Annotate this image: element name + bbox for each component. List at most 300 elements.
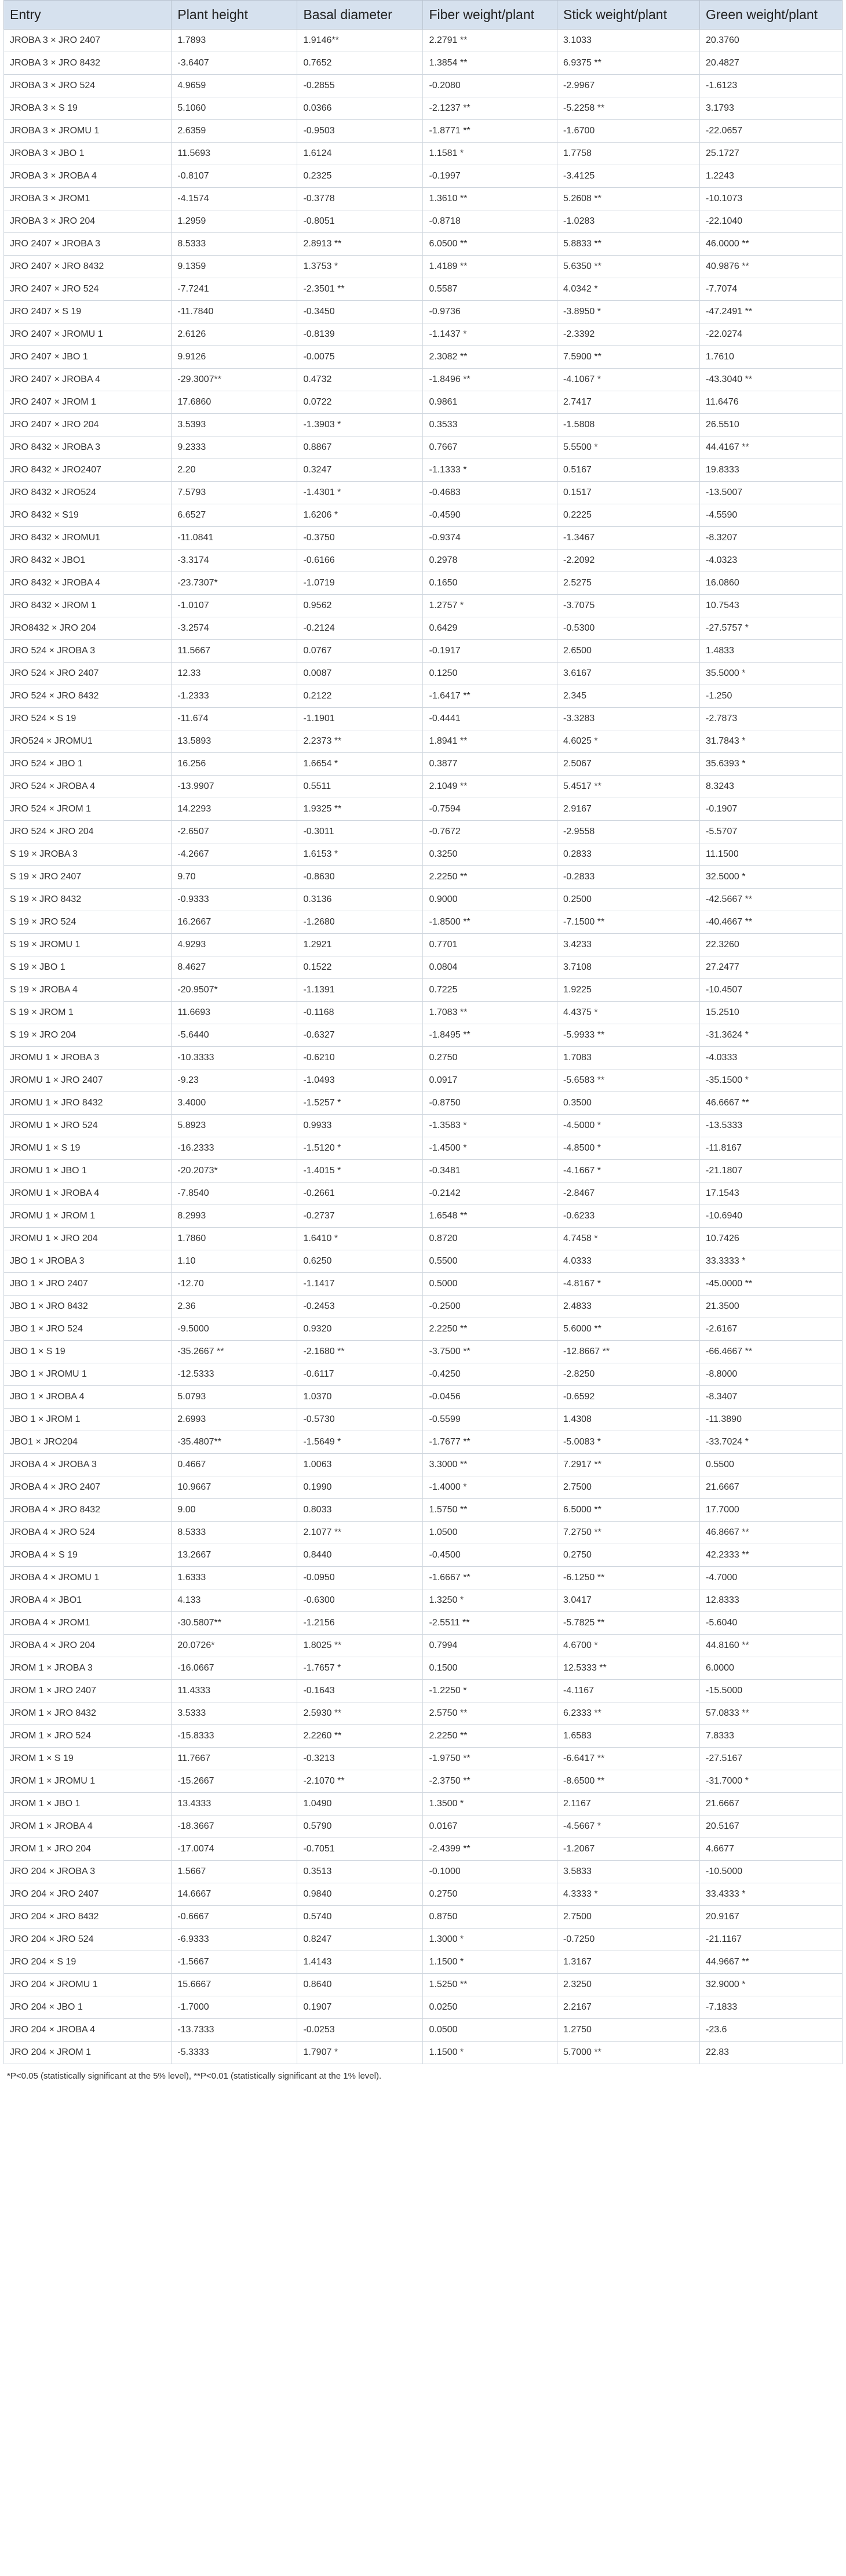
table-row [4,1047,843,1069]
cell-entry: JRO 524 × JROBA 4 [4,776,172,798]
cell-entry: S 19 × JROBA 4 [4,979,172,1002]
cell-plant-height: -0.8107 [172,165,297,188]
cell-stick-weight: 2.6500 [557,640,700,663]
cell-stick-weight: 0.5167 [557,459,700,482]
cell-fiber-weight: -0.4441 [423,708,557,730]
cell-stick-weight: 3.4233 [557,934,700,956]
cell-green-weight: -47.2491 ** [699,301,842,323]
cell-plant-height: 5.1060 [172,97,297,120]
cell-green-weight: -10.5000 [699,1861,842,1883]
table-row [4,1476,843,1499]
cell-fiber-weight: -1.3583 * [423,1115,557,1137]
cell-entry: JRO 2407 × JRO 8432 [4,256,172,278]
cell-entry: S 19 × JRO 8432 [4,889,172,911]
table-row [4,1228,843,1250]
cell-entry: S 19 × JRO 524 [4,911,172,934]
cell-stick-weight: -12.8667 ** [557,1341,700,1363]
cell-stick-weight: -4.8500 * [557,1137,700,1160]
cell-stick-weight: -5.9933 ** [557,1024,700,1047]
cell-entry: JROBA 4 × S 19 [4,1544,172,1567]
table-row [4,1657,843,1680]
table-row [4,504,843,527]
cell-basal-diameter: 1.4143 [297,1951,423,1974]
cell-entry: S 19 × JBO 1 [4,956,172,979]
cell-fiber-weight: 1.1500 * [423,2042,557,2064]
table-row [4,188,843,210]
cell-green-weight: -10.6940 [699,1205,842,1228]
cell-entry: JRO 524 × JBO 1 [4,753,172,776]
cell-fiber-weight: 0.1650 [423,572,557,595]
cell-basal-diameter: -0.8051 [297,210,423,233]
cell-plant-height: -1.2333 [172,685,297,708]
cell-stick-weight: 7.2750 ** [557,1522,700,1544]
cell-basal-diameter: -0.3011 [297,821,423,843]
cell-fiber-weight: 0.3877 [423,753,557,776]
cell-stick-weight: -3.7075 [557,595,700,617]
cell-green-weight: -42.5667 ** [699,889,842,911]
table-row [4,369,843,391]
table-row [4,617,843,640]
table-row [4,1160,843,1183]
cell-stick-weight: 4.0342 * [557,278,700,301]
table-row [4,1363,843,1386]
cell-fiber-weight: -1.1437 * [423,323,557,346]
cell-entry: JRO 2407 × JBO 1 [4,346,172,369]
cell-entry: JRO 2407 × JRO 524 [4,278,172,301]
cell-green-weight: 46.8667 ** [699,1522,842,1544]
cell-stick-weight: -2.8250 [557,1363,700,1386]
table-row [4,1996,843,2019]
cell-green-weight: 32.5000 * [699,866,842,889]
table-row [4,1115,843,1137]
table-row [4,143,843,165]
cell-basal-diameter: 0.8033 [297,1499,423,1522]
cell-green-weight: -23.6 [699,2019,842,2042]
cell-plant-height: -1.7000 [172,1996,297,2019]
cell-plant-height: 8.4627 [172,956,297,979]
cell-basal-diameter: 0.9562 [297,595,423,617]
cell-entry: JBO 1 × JRO 524 [4,1318,172,1341]
cell-fiber-weight: 1.5750 ** [423,1499,557,1522]
cell-entry: JROBA 4 × JROM1 [4,1612,172,1635]
cell-plant-height: -15.8333 [172,1725,297,1748]
cell-plant-height: 1.7893 [172,30,297,52]
cell-green-weight: 17.1543 [699,1183,842,1205]
cell-plant-height: 16.256 [172,753,297,776]
cell-basal-diameter: -0.6210 [297,1047,423,1069]
cell-basal-diameter: 0.8867 [297,436,423,459]
cell-plant-height: -1.0107 [172,595,297,617]
cell-fiber-weight: 6.0500 ** [423,233,557,256]
table-row [4,550,843,572]
table-row [4,1815,843,1838]
table-row [4,1205,843,1228]
cell-green-weight: 10.7543 [699,595,842,617]
table-header [4,1,843,30]
cell-green-weight: 21.3500 [699,1296,842,1318]
cell-basal-diameter: -0.3750 [297,527,423,550]
table-row [4,911,843,934]
table-row [4,866,843,889]
cell-plant-height: -3.6407 [172,52,297,75]
cell-green-weight: 35.5000 * [699,663,842,685]
cell-stick-weight: -1.0283 [557,210,700,233]
cell-green-weight: -1.250 [699,685,842,708]
cell-plant-height: 11.5693 [172,143,297,165]
cell-plant-height: 1.6333 [172,1567,297,1589]
cell-basal-diameter: 0.6250 [297,1250,423,1273]
cell-stick-weight: 0.2500 [557,889,700,911]
cell-stick-weight: 12.5333 ** [557,1657,700,1680]
cell-entry: JRO 2407 × JROBA 4 [4,369,172,391]
cell-fiber-weight: -0.7594 [423,798,557,821]
cell-stick-weight: -0.7250 [557,1929,700,1951]
cell-stick-weight: 2.5067 [557,753,700,776]
cell-stick-weight: -5.6583 ** [557,1069,700,1092]
table-row [4,1793,843,1815]
cell-fiber-weight: -0.2080 [423,75,557,97]
cell-basal-diameter: -0.2737 [297,1205,423,1228]
cell-plant-height: -3.2574 [172,617,297,640]
cell-green-weight: 27.2477 [699,956,842,979]
cell-plant-height: 4.9293 [172,934,297,956]
cell-basal-diameter: -0.2661 [297,1183,423,1205]
cell-basal-diameter: 1.6153 * [297,843,423,866]
cell-entry: JROBA 3 × JRO 204 [4,210,172,233]
cell-basal-diameter: -1.4015 * [297,1160,423,1183]
cell-stick-weight: -3.8950 * [557,301,700,323]
cell-plant-height: -3.3174 [172,550,297,572]
table-row [4,1861,843,1883]
cell-green-weight: -15.5000 [699,1680,842,1702]
cell-entry: JROM 1 × JBO 1 [4,1793,172,1815]
table-row [4,1318,843,1341]
cell-entry: JROBA 4 × JBO1 [4,1589,172,1612]
cell-green-weight: 20.3760 [699,30,842,52]
cell-plant-height: -2.6507 [172,821,297,843]
cell-entry: JRO 8432 × JRO2407 [4,459,172,482]
cell-fiber-weight: -0.8750 [423,1092,557,1115]
cell-fiber-weight: 1.8941 ** [423,730,557,753]
cell-stick-weight: 2.9167 [557,798,700,821]
cell-green-weight: -31.3624 * [699,1024,842,1047]
cell-basal-diameter: -0.1643 [297,1680,423,1702]
cell-basal-diameter: 0.3247 [297,459,423,482]
cell-green-weight: -1.6123 [699,75,842,97]
cell-plant-height: 14.2293 [172,798,297,821]
cell-entry: JROBA 4 × JROBA 3 [4,1454,172,1476]
table-row [4,730,843,753]
cell-stick-weight: 0.2750 [557,1544,700,1567]
cell-plant-height: 17.6860 [172,391,297,414]
cell-plant-height: 9.70 [172,866,297,889]
cell-green-weight: 46.0000 ** [699,233,842,256]
cell-basal-diameter: 0.5790 [297,1815,423,1838]
cell-stick-weight: 5.6350 ** [557,256,700,278]
cell-stick-weight: -5.0083 * [557,1431,700,1454]
cell-fiber-weight: 0.0167 [423,1815,557,1838]
cell-basal-diameter: 2.5930 ** [297,1702,423,1725]
cell-stick-weight: 6.9375 ** [557,52,700,75]
cell-fiber-weight: 0.0804 [423,956,557,979]
cell-fiber-weight: -3.7500 ** [423,1341,557,1363]
cell-green-weight: -7.7074 [699,278,842,301]
cell-stick-weight: -3.4125 [557,165,700,188]
cell-basal-diameter: 1.6124 [297,143,423,165]
cell-stick-weight: -4.1067 * [557,369,700,391]
table-row [4,1002,843,1024]
cell-basal-diameter: -0.0075 [297,346,423,369]
cell-green-weight: -10.1073 [699,188,842,210]
header-fiber-weight: Fiber weight/plant [423,1,557,30]
cell-plant-height: 6.6527 [172,504,297,527]
cell-plant-height: -7.7241 [172,278,297,301]
cell-plant-height: 13.4333 [172,1793,297,1815]
cell-fiber-weight: 1.4189 ** [423,256,557,278]
cell-fiber-weight: 0.2978 [423,550,557,572]
cell-fiber-weight: -0.5599 [423,1409,557,1431]
cell-stick-weight: 0.3500 [557,1092,700,1115]
cell-plant-height: -16.2333 [172,1137,297,1160]
table-row [4,1612,843,1635]
cell-green-weight: 20.5167 [699,1815,842,1838]
cell-fiber-weight: 0.0917 [423,1069,557,1092]
cell-entry: S 19 × JROBA 3 [4,843,172,866]
cell-basal-diameter: 2.2373 ** [297,730,423,753]
cell-fiber-weight: -0.1997 [423,165,557,188]
cell-fiber-weight: 0.5000 [423,1273,557,1296]
cell-green-weight: -66.4667 ** [699,1341,842,1363]
cell-basal-diameter: 1.0063 [297,1454,423,1476]
cell-plant-height: -11.7840 [172,301,297,323]
cell-basal-diameter: 1.6206 * [297,504,423,527]
cell-plant-height: 2.20 [172,459,297,482]
cell-basal-diameter: -2.3501 ** [297,278,423,301]
table-row [4,1454,843,1476]
cell-entry: JROMU 1 × JBO 1 [4,1160,172,1183]
table-row [4,1680,843,1702]
cell-entry: JRO 524 × JROM 1 [4,798,172,821]
table-row [4,1544,843,1567]
cell-basal-diameter: -1.1901 [297,708,423,730]
cell-fiber-weight: 0.5587 [423,278,557,301]
cell-green-weight: -11.8167 [699,1137,842,1160]
cell-fiber-weight: 1.3610 ** [423,188,557,210]
table-row [4,1341,843,1363]
cell-plant-height: -9.5000 [172,1318,297,1341]
cell-fiber-weight: -0.4590 [423,504,557,527]
cell-entry: JROBA 4 × JROMU 1 [4,1567,172,1589]
cell-stick-weight: 1.9225 [557,979,700,1002]
cell-entry: JROBA 3 × JRO 8432 [4,52,172,75]
cell-entry: JROM 1 × JROBA 4 [4,1815,172,1838]
cell-stick-weight: 4.7458 * [557,1228,700,1250]
cell-fiber-weight: 0.9000 [423,889,557,911]
table-row [4,301,843,323]
table-row [4,889,843,911]
cell-basal-diameter: 1.6654 * [297,753,423,776]
cell-green-weight: 12.8333 [699,1589,842,1612]
table-row [4,391,843,414]
cell-basal-diameter: 0.8440 [297,1544,423,1567]
table-row [4,323,843,346]
cell-fiber-weight: 2.1049 ** [423,776,557,798]
cell-green-weight: -21.1167 [699,1929,842,1951]
cell-green-weight: -5.5707 [699,821,842,843]
table-row [4,776,843,798]
cell-green-weight: 32.9000 * [699,1974,842,1996]
cell-fiber-weight: -1.4500 * [423,1137,557,1160]
table-row [4,1409,843,1431]
cell-basal-diameter: 0.7652 [297,52,423,75]
cell-entry: JROM 1 × JRO 204 [4,1838,172,1861]
cell-plant-height: 4.133 [172,1589,297,1612]
cell-stick-weight: 1.2750 [557,2019,700,2042]
table-row [4,1883,843,1906]
cell-basal-diameter: 1.0370 [297,1386,423,1409]
cell-green-weight: -8.8000 [699,1363,842,1386]
cell-green-weight: 21.6667 [699,1793,842,1815]
cell-plant-height: -11.674 [172,708,297,730]
cell-basal-diameter: 0.1990 [297,1476,423,1499]
cell-basal-diameter: -0.6300 [297,1589,423,1612]
cell-entry: JRO 204 × JROBA 3 [4,1861,172,1883]
cell-plant-height: 3.5333 [172,1702,297,1725]
cell-fiber-weight: -0.3481 [423,1160,557,1183]
table-row [4,1296,843,1318]
cell-basal-diameter: -0.5730 [297,1409,423,1431]
table-row [4,821,843,843]
cell-green-weight: 0.5500 [699,1454,842,1476]
cell-plant-height: -13.7333 [172,2019,297,2042]
cell-basal-diameter: -0.3778 [297,188,423,210]
cell-stick-weight: -5.7825 ** [557,1612,700,1635]
cell-stick-weight: -4.8167 * [557,1273,700,1296]
table-row [4,572,843,595]
cell-fiber-weight: 0.5500 [423,1250,557,1273]
cell-plant-height: 5.8923 [172,1115,297,1137]
table-body [4,30,843,2064]
cell-plant-height: 8.5333 [172,1522,297,1544]
cell-stick-weight: 3.1033 [557,30,700,52]
cell-green-weight: 33.3333 * [699,1250,842,1273]
cell-basal-diameter: 0.2122 [297,685,423,708]
cell-green-weight: 26.5510 [699,414,842,436]
cell-basal-diameter: 0.3513 [297,1861,423,1883]
cell-plant-height: -10.3333 [172,1047,297,1069]
cell-basal-diameter: -1.3903 * [297,414,423,436]
cell-basal-diameter: 1.7907 * [297,2042,423,2064]
table-row [4,798,843,821]
cell-green-weight: -21.1807 [699,1160,842,1183]
table-row [4,52,843,75]
cell-basal-diameter: -1.1391 [297,979,423,1002]
cell-fiber-weight: -2.3750 ** [423,1770,557,1793]
cell-green-weight: 4.6677 [699,1838,842,1861]
cell-basal-diameter: -0.0253 [297,2019,423,2042]
cell-stick-weight: 4.6700 * [557,1635,700,1657]
cell-fiber-weight: 2.2791 ** [423,30,557,52]
cell-stick-weight: 4.0333 [557,1250,700,1273]
cell-entry: JROBA 3 × JROMU 1 [4,120,172,143]
cell-entry: JROMU 1 × JROBA 4 [4,1183,172,1205]
cell-entry: JRO 204 × JROBA 4 [4,2019,172,2042]
cell-basal-diameter: -0.0950 [297,1567,423,1589]
cell-plant-height: 8.5333 [172,233,297,256]
cell-green-weight: -2.6167 [699,1318,842,1341]
cell-plant-height: 9.2333 [172,436,297,459]
cell-basal-diameter: 1.9325 ** [297,798,423,821]
cell-plant-height: -0.6667 [172,1906,297,1929]
cell-green-weight: -22.1040 [699,210,842,233]
table-row [4,1567,843,1589]
cell-stick-weight: -4.5000 * [557,1115,700,1137]
cell-green-weight: 3.1793 [699,97,842,120]
cell-green-weight: -10.4507 [699,979,842,1002]
cell-plant-height: -4.2667 [172,843,297,866]
cell-entry: S 19 × JRO 2407 [4,866,172,889]
header-entry: Entry [4,1,172,30]
cell-stick-weight: -2.3392 [557,323,700,346]
cell-stick-weight: -3.3283 [557,708,700,730]
cell-fiber-weight: 1.3500 * [423,1793,557,1815]
cell-entry: JBO 1 × JROM 1 [4,1409,172,1431]
cell-entry: JRO 8432 × JROM 1 [4,595,172,617]
cell-fiber-weight: -1.6667 ** [423,1567,557,1589]
cell-plant-height: 11.7667 [172,1748,297,1770]
table-row [4,1273,843,1296]
table-row [4,278,843,301]
cell-fiber-weight: -0.2500 [423,1296,557,1318]
cell-stick-weight: 2.7500 [557,1476,700,1499]
table-row [4,843,843,866]
cell-basal-diameter: -1.5649 * [297,1431,423,1454]
cell-stick-weight: 1.7083 [557,1047,700,1069]
cell-stick-weight: -0.6233 [557,1205,700,1228]
cell-stick-weight: 2.7417 [557,391,700,414]
header-green-weight: Green weight/plant [699,1,842,30]
cell-green-weight: 8.3243 [699,776,842,798]
cell-stick-weight: 6.5000 ** [557,1499,700,1522]
cell-plant-height: 5.0793 [172,1386,297,1409]
cell-entry: JROMU 1 × S 19 [4,1137,172,1160]
table-row [4,1431,843,1454]
cell-entry: JROBA 3 × JROBA 4 [4,165,172,188]
cell-entry: JROM 1 × JRO 524 [4,1725,172,1748]
cell-green-weight: -40.4667 ** [699,911,842,934]
cell-entry: JRO 8432 × JROMU1 [4,527,172,550]
cell-basal-diameter: -1.4301 * [297,482,423,504]
cell-stick-weight: 2.345 [557,685,700,708]
cell-stick-weight: 0.1517 [557,482,700,504]
cell-plant-height: 9.1359 [172,256,297,278]
table-row [4,120,843,143]
cell-basal-diameter: -0.2855 [297,75,423,97]
cell-basal-diameter: 0.5511 [297,776,423,798]
cell-fiber-weight: 0.8750 [423,1906,557,1929]
table-row [4,1725,843,1748]
cell-fiber-weight: 1.2757 * [423,595,557,617]
cell-fiber-weight: 1.1581 * [423,143,557,165]
cell-entry: JBO1 × JRO204 [4,1431,172,1454]
cell-basal-diameter: -0.9503 [297,120,423,143]
cell-green-weight: 20.4827 [699,52,842,75]
cell-plant-height: -1.5667 [172,1951,297,1974]
cell-fiber-weight: -0.4683 [423,482,557,504]
cell-entry: JBO 1 × JROMU 1 [4,1363,172,1386]
table-row [4,595,843,617]
cell-entry: JRO 8432 × JRO524 [4,482,172,504]
